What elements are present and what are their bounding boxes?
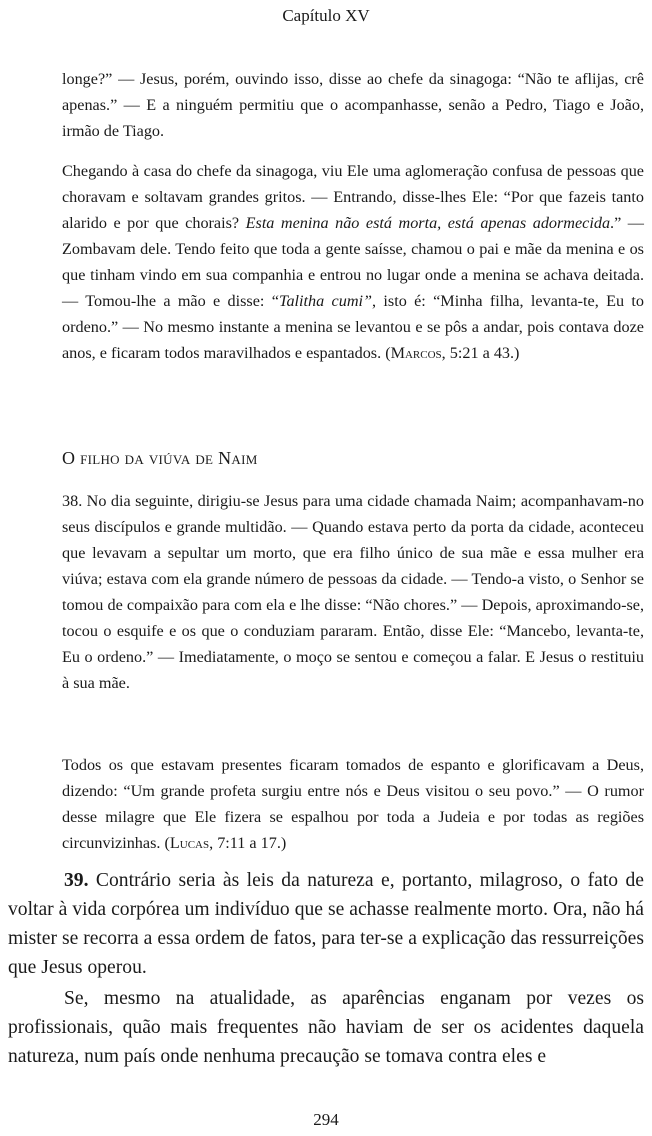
- quote-block-3: [62, 488, 644, 696]
- quote-block-4: [62, 752, 644, 856]
- text-run: , isto é: “Minha filha, levanta-te, Eu to ordeno.” — No mesmo instante a menina se levantou e se pôs a andar, pois contava doze anos, e ficaram todos maravilhados e espantados. (: [62, 292, 644, 362]
- text-run: Chegando à casa do chefe da sinagoga, viu Ele uma aglomeração confusa de pessoas que choravam e soltavam grandes gritos. — Entrando, disse-lhes Ele: “Por que fazeis tanto alarido e por que chorais?: [62, 162, 644, 232]
- reference-name: Lucas: [169, 834, 210, 852]
- quote-block-1: [62, 66, 644, 144]
- body-paragraph-40: [8, 984, 644, 1071]
- running-head: Capítulo XV: [282, 6, 370, 25]
- paragraph-text: Se, mesmo na atualidade, as aparências enganam por vezes os profissionais, quão mais frequentes não haviam de ser os acidentes daquela natureza, num país onde nenhuma precaução se tomava contra eles e: [8, 988, 644, 1067]
- italic-text: Talitha cumi”: [278, 292, 373, 310]
- quote-paragraph: 38. No dia seguinte, dirigiu-se Jesus para uma cidade chamada Naim; acompanhavam-no seus discípulos e grande multidão. — Quando estava perto da porta da cidade, aconteceu que levavam a sepultar um morto, que era filho único de sua mãe e essa mulher era viúva; estava com ela grande número de pessoas da cidade. — Tendo-a visto, o Senhor se tomou de compaixão para com ela e lhe disse: “Não chores.” — Depois, aproximando-se, tocou o esquife e os que o conduziam pararam. Então, disse Ele: “Mancebo, levanta-te, Eu o ordeno.” — Imediatamente, o moço se sentou e começou a falar. E Jesus o restituiu à sua mãe.: [62, 492, 644, 692]
- page-number: 294: [313, 1110, 339, 1129]
- text-run: Contrário seria às leis da natureza e, portanto, milagroso, o fato de voltar à vida corpórea um indivíduo que se achasse realmente morto. Ora, não há mister se recorra a essa ordem de fatos, para ter-se a explicação das ressurreições que Jesus operou.: [8, 870, 644, 978]
- quote-paragraph: longe?” — Jesus, porém, ouvindo isso, disse ao chefe da sinagoga: “Não te aflijas, crê apenas.” — E a ninguém permitiu que o acompanhasse, senão a Pedro, Tiago e João, irmão de Tiago.: [62, 70, 644, 140]
- quote-block-2: [62, 158, 644, 366]
- text-run: Todos os que estavam presentes ficaram tomados de espanto e glorificavam a Deus, dizendo: “Um grande profeta surgiu entre nós e Deus visitou o seu povo.” — O rumor desse milagre que Ele fizera se espalhou por toda a Judeia e por todas as regiões circunvizinhas. (: [62, 756, 644, 852]
- paragraph-number: 39.: [64, 870, 89, 891]
- quote-paragraph: [62, 752, 644, 856]
- reference-name: Marcos: [390, 344, 442, 362]
- paragraph-text: [8, 866, 644, 982]
- italic-text: Esta menina não está morta, está apenas adormecida: [245, 214, 611, 232]
- text-run: , 5:21 a 43.): [441, 344, 520, 362]
- quote-paragraph: [62, 158, 644, 366]
- text-run: .” — Zombavam dele. Tendo feito que toda a gente saísse, chamou o pai e mãe da menina e os que tinham vindo em sua companhia e entrou no lugar onde a menina se achava deitada. — Tomou-lhe a mão e disse: “: [62, 214, 644, 310]
- text-run: , 7:11 a 17.): [209, 834, 287, 852]
- body-paragraph-39: [8, 866, 644, 982]
- section-title: O filho da viúva de Naim: [62, 448, 258, 468]
